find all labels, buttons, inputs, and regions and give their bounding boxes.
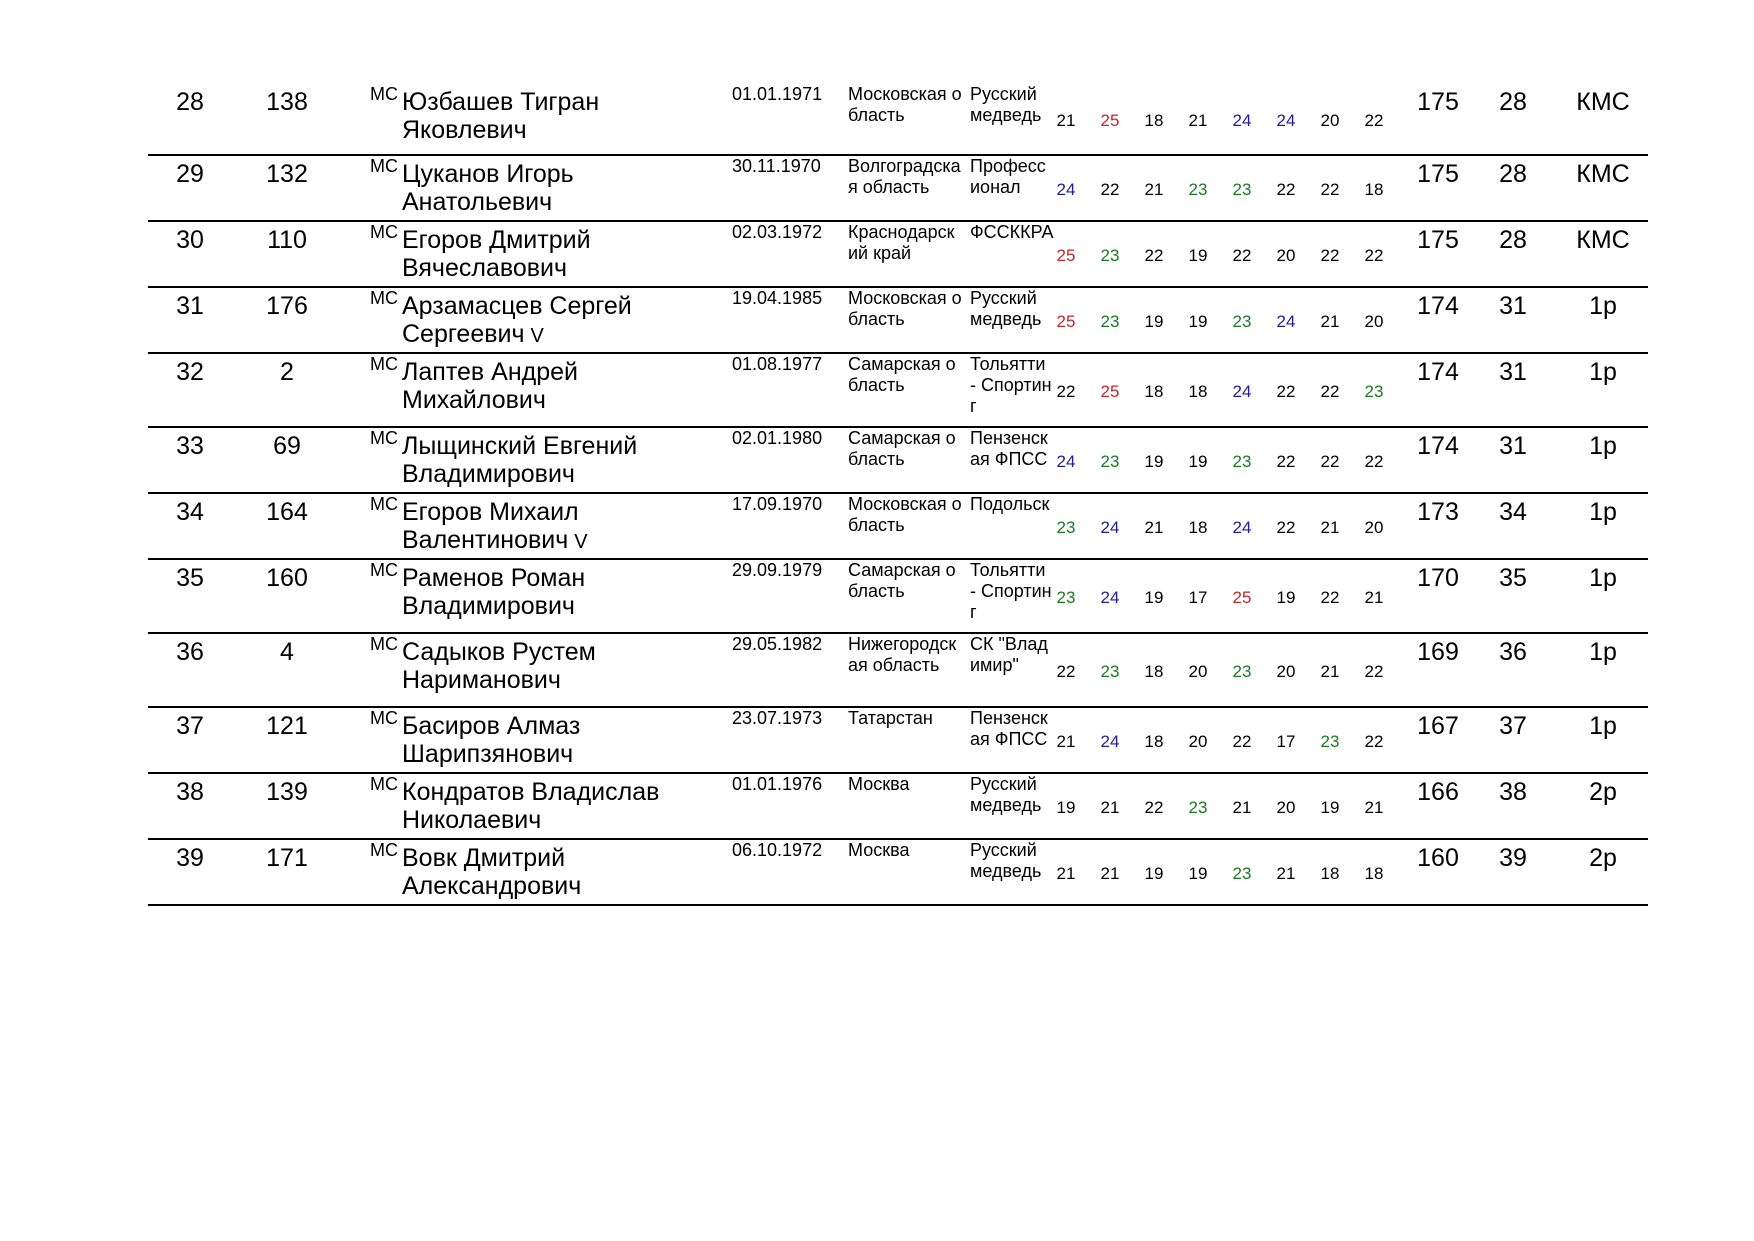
club-cell: Русский медведь — [970, 288, 1042, 329]
place-cell: 32 — [176, 358, 204, 386]
grade-cell: 1р — [1589, 358, 1617, 386]
club-cell: Русский медведь — [970, 840, 1042, 881]
series-score: 23 — [1232, 662, 1252, 681]
v-mark: V — [574, 531, 588, 553]
series-score: 23 — [1100, 246, 1120, 265]
grade-cell: КМС — [1576, 88, 1630, 116]
series-score: 24 — [1056, 180, 1076, 199]
surname-name: Басиров Алмаз — [402, 712, 581, 740]
series-score: 22 — [1364, 452, 1384, 471]
series-score: 21 — [1144, 180, 1164, 199]
table-row — [148, 494, 1648, 560]
series-score: 18 — [1364, 180, 1384, 199]
series-score: 25 — [1056, 312, 1076, 331]
region-cell: Москва — [848, 840, 910, 860]
grade-cell: 1р — [1589, 638, 1617, 666]
name-cell — [402, 358, 742, 416]
place-cell: 39 — [176, 844, 204, 872]
total-cell: 175 — [1417, 88, 1459, 116]
patronymic: Яковлевич — [402, 116, 527, 144]
total-cell: 174 — [1417, 292, 1459, 320]
name-cell — [402, 432, 742, 490]
series-score: 22 — [1320, 382, 1340, 401]
series-score: 25 — [1056, 246, 1076, 265]
birth-date-cell: 02.03.1972 — [732, 222, 823, 242]
birth-date-cell: 01.08.1977 — [732, 354, 823, 374]
series-score: 22 — [1276, 382, 1296, 401]
name-cell — [402, 712, 742, 770]
series-score: 18 — [1144, 111, 1164, 130]
name-cell — [402, 88, 742, 146]
number-cell: 139 — [266, 778, 308, 806]
name-cell — [402, 498, 742, 556]
final-place-cell: 31 — [1499, 292, 1527, 320]
series-score: 22 — [1144, 246, 1164, 265]
series-score: 22 — [1276, 518, 1296, 537]
surname-name: Егоров Дмитрий — [402, 226, 591, 254]
surname-name: Юзбашев Тигран — [402, 88, 600, 116]
series-score: 23 — [1232, 312, 1252, 331]
total-cell: 169 — [1417, 638, 1459, 666]
place-cell: 33 — [176, 432, 204, 460]
series-scores — [1044, 708, 1404, 772]
club-cell: Пензенская ФПСС — [970, 428, 1048, 469]
series-score: 21 — [1364, 798, 1384, 817]
patronymic: Сергеевич V — [402, 320, 544, 348]
series-score: 19 — [1144, 864, 1164, 883]
name-cell — [402, 844, 742, 902]
series-score: 22 — [1276, 452, 1296, 471]
region-cell: Самарская область — [848, 560, 956, 601]
series-scores — [1044, 560, 1404, 632]
series-score: 22 — [1364, 111, 1384, 130]
birth-date-cell: 30.11.1970 — [732, 156, 821, 176]
grade-cell: КМС — [1576, 226, 1630, 254]
place-cell: 38 — [176, 778, 204, 806]
series-score: 22 — [1364, 246, 1384, 265]
place-cell: 29 — [176, 160, 204, 188]
number-cell: 69 — [273, 432, 301, 460]
series-scores — [1044, 156, 1404, 220]
place-cell: 37 — [176, 712, 204, 740]
series-scores — [1044, 222, 1404, 286]
series-score: 24 — [1100, 588, 1120, 607]
series-score: 24 — [1232, 518, 1252, 537]
rank-cell: МС — [370, 774, 398, 794]
birth-date-cell: 02.01.1980 — [732, 428, 823, 448]
total-cell: 160 — [1417, 844, 1459, 872]
total-cell: 173 — [1417, 498, 1459, 526]
v-mark: V — [530, 325, 544, 347]
series-score: 19 — [1188, 246, 1208, 265]
place-cell: 35 — [176, 564, 204, 592]
series-scores — [1044, 288, 1404, 352]
grade-cell: КМС — [1576, 160, 1630, 188]
place-cell: 36 — [176, 638, 204, 666]
series-score: 23 — [1100, 662, 1120, 681]
grade-cell: 2р — [1589, 844, 1617, 872]
surname-name: Егоров Михаил — [402, 498, 579, 526]
series-score: 23 — [1056, 518, 1076, 537]
place-cell: 31 — [176, 292, 204, 320]
rank-cell: МС — [370, 840, 398, 860]
series-score: 24 — [1276, 312, 1296, 331]
series-score: 19 — [1144, 452, 1164, 471]
table-row — [148, 560, 1648, 634]
series-score: 23 — [1056, 588, 1076, 607]
patronymic: Михайлович — [402, 386, 546, 414]
region-cell: Самарская область — [848, 428, 956, 469]
series-score: 19 — [1320, 798, 1340, 817]
final-place-cell: 35 — [1499, 564, 1527, 592]
final-place-cell: 38 — [1499, 778, 1527, 806]
patronymic: Александрович — [402, 872, 582, 900]
birth-date-cell: 29.05.1982 — [732, 634, 823, 654]
series-score: 19 — [1276, 588, 1296, 607]
region-cell: Самарская область — [848, 354, 956, 395]
series-scores — [1044, 634, 1404, 706]
final-place-cell: 28 — [1499, 88, 1527, 116]
series-score: 24 — [1232, 382, 1252, 401]
grade-cell: 1р — [1589, 564, 1617, 592]
region-cell: Московская область — [848, 288, 962, 329]
club-cell: Подольск — [970, 494, 1050, 514]
total-cell: 166 — [1417, 778, 1459, 806]
series-scores — [1044, 840, 1404, 904]
total-cell: 174 — [1417, 358, 1459, 386]
region-cell: Краснодарский край — [848, 222, 955, 263]
series-score: 24 — [1100, 732, 1120, 751]
name-cell — [402, 778, 742, 836]
series-score: 24 — [1056, 452, 1076, 471]
rank-cell: МС — [370, 288, 398, 308]
club-cell: СК "Владимир" — [970, 634, 1048, 675]
grade-cell: 1р — [1589, 712, 1617, 740]
series-scores — [1044, 354, 1404, 426]
surname-name: Цуканов Игорь — [402, 160, 574, 188]
series-score: 19 — [1056, 798, 1076, 817]
series-score: 22 — [1320, 180, 1340, 199]
surname-name: Кондратов Владислав — [402, 778, 660, 806]
number-cell: 171 — [266, 844, 308, 872]
name-cell — [402, 564, 742, 622]
total-cell: 175 — [1417, 226, 1459, 254]
series-score: 24 — [1100, 518, 1120, 537]
table-row — [148, 774, 1648, 840]
patronymic: Валентинович V — [402, 526, 588, 554]
series-score: 22 — [1144, 798, 1164, 817]
final-place-cell: 36 — [1499, 638, 1527, 666]
series-score: 21 — [1144, 518, 1164, 537]
rank-cell: МС — [370, 354, 398, 374]
series-score: 24 — [1232, 111, 1252, 130]
birth-date-cell: 01.01.1976 — [732, 774, 823, 794]
series-score: 21 — [1364, 588, 1384, 607]
series-scores — [1044, 494, 1404, 558]
series-score: 23 — [1232, 452, 1252, 471]
patronymic: Николаевич — [402, 806, 542, 834]
surname-name: Лаптев Андрей — [402, 358, 578, 386]
final-place-cell: 39 — [1499, 844, 1527, 872]
series-score: 22 — [1232, 246, 1252, 265]
number-cell: 160 — [266, 564, 308, 592]
patronymic: Нариманович — [402, 666, 561, 694]
series-score: 21 — [1320, 662, 1340, 681]
series-score: 20 — [1364, 518, 1384, 537]
series-score: 17 — [1188, 588, 1208, 607]
birth-date-cell: 06.10.1972 — [732, 840, 823, 860]
series-score: 23 — [1100, 312, 1120, 331]
rank-cell: МС — [370, 222, 398, 242]
series-score: 22 — [1056, 662, 1076, 681]
series-score: 21 — [1188, 111, 1208, 130]
final-place-cell: 28 — [1499, 226, 1527, 254]
region-cell: Татарстан — [848, 708, 933, 728]
final-place-cell: 31 — [1499, 358, 1527, 386]
series-score: 21 — [1056, 111, 1076, 130]
club-cell: ФССККРА — [970, 222, 1054, 242]
club-cell: Пензенская ФПСС — [970, 708, 1048, 749]
table-row — [148, 354, 1648, 428]
number-cell: 4 — [280, 638, 294, 666]
patronymic: Владимирович — [402, 592, 575, 620]
number-cell: 176 — [266, 292, 308, 320]
club-cell: Русский медведь — [970, 774, 1042, 815]
table-row — [148, 634, 1648, 708]
series-score: 20 — [1276, 246, 1296, 265]
region-cell: Москва — [848, 774, 910, 794]
series-score: 21 — [1056, 732, 1076, 751]
name-cell — [402, 292, 742, 350]
series-score: 20 — [1364, 312, 1384, 331]
series-score: 20 — [1320, 111, 1340, 130]
series-score: 23 — [1232, 864, 1252, 883]
series-score: 20 — [1276, 798, 1296, 817]
series-score: 21 — [1100, 798, 1120, 817]
grade-cell: 2р — [1589, 778, 1617, 806]
series-scores — [1044, 774, 1404, 838]
club-cell: Профессионал — [970, 156, 1046, 197]
series-score: 18 — [1144, 662, 1164, 681]
series-score: 21 — [1100, 864, 1120, 883]
series-score: 19 — [1188, 452, 1208, 471]
grade-cell: 1р — [1589, 292, 1617, 320]
name-cell — [402, 638, 742, 696]
club-cell: Русский медведь — [970, 84, 1042, 125]
table-row — [148, 288, 1648, 354]
number-cell: 132 — [266, 160, 308, 188]
number-cell: 138 — [266, 88, 308, 116]
number-cell: 110 — [267, 226, 307, 254]
series-score: 20 — [1188, 662, 1208, 681]
surname-name: Садыков Рустем — [402, 638, 596, 666]
series-score: 19 — [1144, 312, 1164, 331]
series-score: 23 — [1364, 382, 1384, 401]
series-score: 21 — [1320, 312, 1340, 331]
series-score: 21 — [1056, 864, 1076, 883]
rank-cell: МС — [370, 428, 398, 448]
series-score: 18 — [1144, 732, 1164, 751]
birth-date-cell: 29.09.1979 — [732, 560, 823, 580]
series-score: 19 — [1188, 864, 1208, 883]
series-score: 25 — [1232, 588, 1252, 607]
rank-cell: МС — [370, 156, 398, 176]
total-cell: 174 — [1417, 432, 1459, 460]
birth-date-cell: 01.01.1971 — [732, 84, 823, 104]
patronymic: Шарипзянович — [402, 740, 574, 768]
place-cell: 28 — [176, 88, 204, 116]
table-row — [148, 156, 1648, 222]
series-score: 21 — [1232, 798, 1252, 817]
series-score: 22 — [1320, 452, 1340, 471]
region-cell: Волгоградская область — [848, 156, 961, 197]
number-cell: 121 — [266, 712, 308, 740]
series-score: 24 — [1276, 111, 1296, 130]
region-cell: Нижегородская область — [848, 634, 957, 675]
number-cell: 2 — [280, 358, 294, 386]
number-cell: 164 — [266, 498, 308, 526]
series-score: 22 — [1276, 180, 1296, 199]
series-scores — [1044, 428, 1404, 492]
series-score: 22 — [1056, 382, 1076, 401]
birth-date-cell: 17.09.1970 — [732, 494, 823, 514]
surname-name: Вовк Дмитрий — [402, 844, 566, 872]
name-cell — [402, 226, 742, 284]
rank-cell: МС — [370, 708, 398, 728]
series-score: 23 — [1100, 452, 1120, 471]
final-place-cell: 34 — [1499, 498, 1527, 526]
series-score: 18 — [1364, 864, 1384, 883]
total-cell: 175 — [1417, 160, 1459, 188]
series-score: 25 — [1100, 382, 1120, 401]
total-cell: 170 — [1417, 564, 1459, 592]
series-score: 22 — [1232, 732, 1252, 751]
series-score: 21 — [1320, 518, 1340, 537]
series-score: 20 — [1276, 662, 1296, 681]
series-score: 18 — [1188, 382, 1208, 401]
series-score: 21 — [1276, 864, 1296, 883]
grade-cell: 1р — [1589, 432, 1617, 460]
place-cell: 34 — [176, 498, 204, 526]
grade-cell: 1р — [1589, 498, 1617, 526]
series-score: 23 — [1188, 798, 1208, 817]
table-row — [148, 708, 1648, 774]
series-score: 17 — [1276, 732, 1296, 751]
table-row — [148, 84, 1648, 156]
series-score: 18 — [1320, 864, 1340, 883]
series-score: 25 — [1100, 111, 1120, 130]
series-score: 18 — [1144, 382, 1164, 401]
series-score: 19 — [1188, 312, 1208, 331]
club-cell: Тольятти - Спортинг — [970, 560, 1052, 622]
series-score: 22 — [1364, 662, 1384, 681]
name-cell — [402, 160, 742, 218]
series-score: 23 — [1188, 180, 1208, 199]
birth-date-cell: 19.04.1985 — [732, 288, 823, 308]
table-row — [148, 222, 1648, 288]
patronymic: Вячеславович — [402, 254, 568, 282]
club-cell: Тольятти - Спортинг — [970, 354, 1052, 416]
final-place-cell: 37 — [1499, 712, 1527, 740]
series-score: 22 — [1320, 588, 1340, 607]
birth-date-cell: 23.07.1973 — [732, 708, 823, 728]
series-score: 22 — [1100, 180, 1120, 199]
series-score: 18 — [1188, 518, 1208, 537]
rank-cell: МС — [370, 494, 398, 514]
series-score: 22 — [1320, 246, 1340, 265]
final-place-cell: 31 — [1499, 432, 1527, 460]
series-score: 20 — [1188, 732, 1208, 751]
series-score: 19 — [1144, 588, 1164, 607]
total-cell: 167 — [1417, 712, 1459, 740]
surname-name: Лыщинский Евгений — [402, 432, 638, 460]
final-place-cell: 28 — [1499, 160, 1527, 188]
series-score: 22 — [1364, 732, 1384, 751]
rank-cell: МС — [370, 634, 398, 654]
region-cell: Московская область — [848, 494, 962, 535]
region-cell: Московская область — [848, 84, 962, 125]
series-scores — [1044, 84, 1404, 154]
surname-name: Арзамасцев Сергей — [402, 292, 632, 320]
patronymic: Владимирович — [402, 460, 575, 488]
surname-name: Раменов Роман — [402, 564, 586, 592]
patronymic: Анатольевич — [402, 188, 553, 216]
table-row — [148, 428, 1648, 494]
table-row — [148, 840, 1648, 906]
place-cell: 30 — [176, 226, 204, 254]
rank-cell: МС — [370, 84, 398, 104]
series-score: 23 — [1232, 180, 1252, 199]
series-score: 23 — [1320, 732, 1340, 751]
results-table — [148, 84, 1648, 906]
rank-cell: МС — [370, 560, 398, 580]
